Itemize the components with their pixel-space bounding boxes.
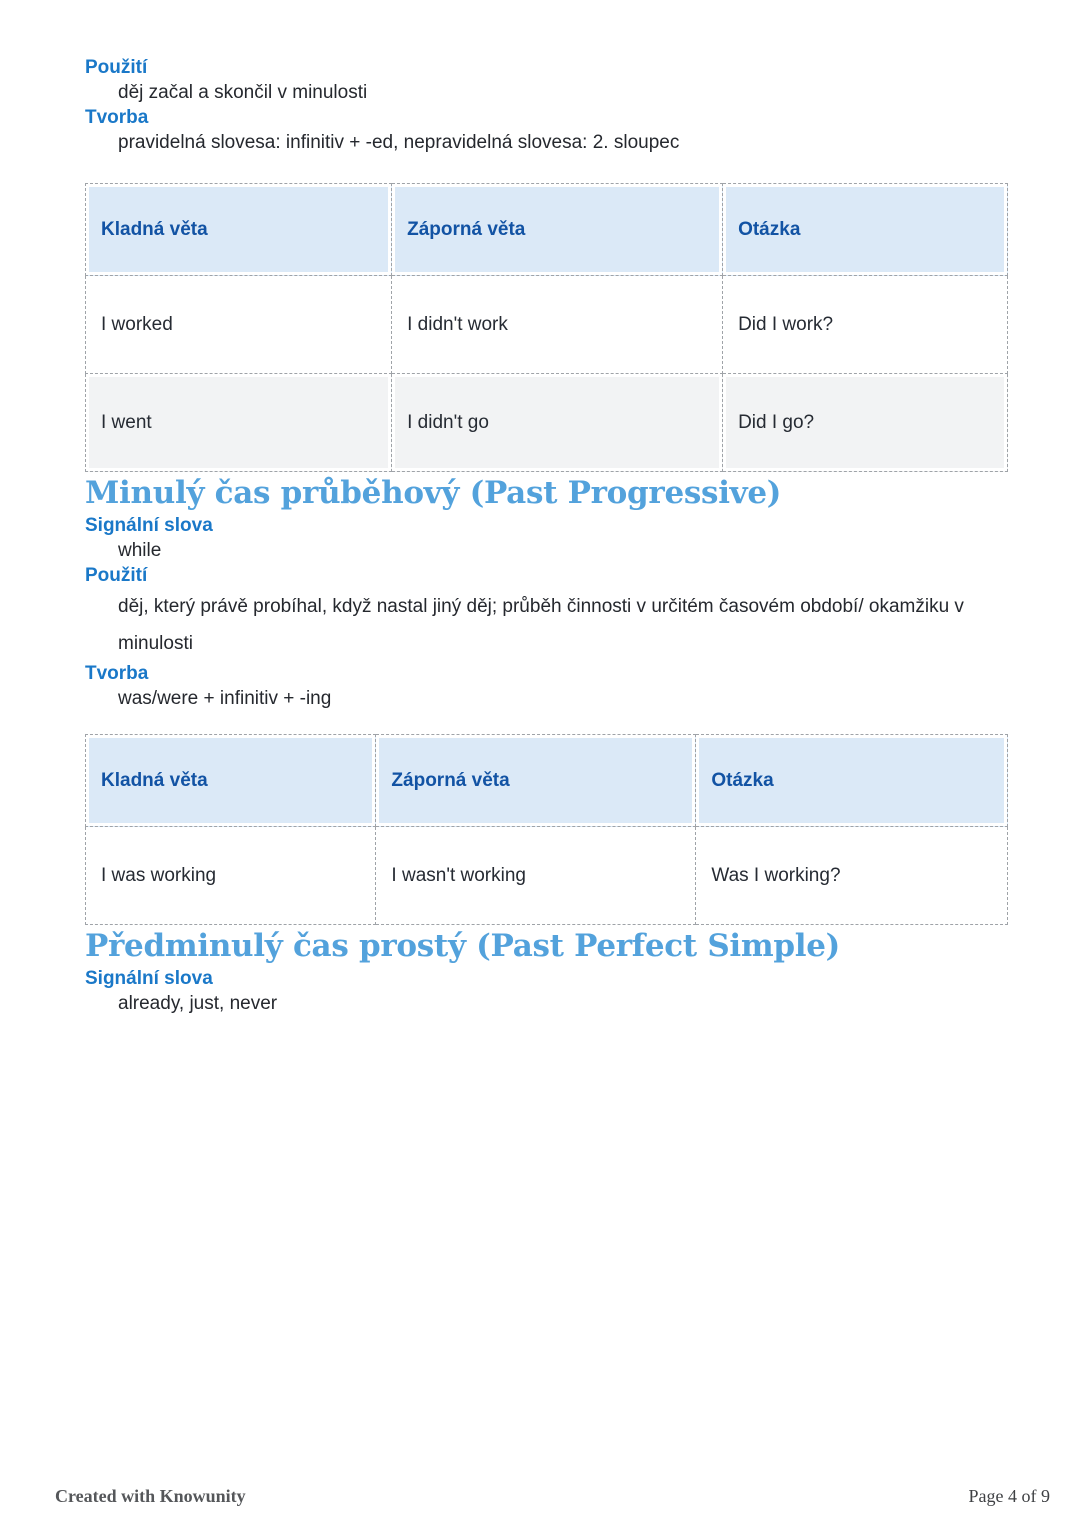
table-cell: I was working <box>86 827 376 925</box>
signal-words-text: already, just, never <box>118 993 278 1014</box>
past-simple-table <box>85 183 1008 472</box>
header-kladna-veta: Kladná věta <box>86 184 392 276</box>
section-title-past-perfect: Předminulý čas prostý (Past Perfect Simple) <box>85 928 841 964</box>
usage-text: děj začal a skončil v minulosti <box>118 82 368 103</box>
table-cell: I didn't work <box>392 276 723 374</box>
header-otazka: Otázka <box>723 184 1008 276</box>
page-footer <box>55 1486 1050 1507</box>
table-row <box>86 827 1008 925</box>
header-zaporna-veta: Záporná věta <box>392 184 723 276</box>
section-title-past-progressive: Minulý čas průběhový (Past Progressive) <box>85 475 782 511</box>
signal-words-heading: Signální slova <box>85 968 213 989</box>
usage-heading: Použití <box>85 57 148 78</box>
table-cell: I didn't go <box>392 374 723 472</box>
created-with-label: Created with Knowunity <box>55 1486 246 1506</box>
form-text: was/were + infinitiv + -ing <box>118 688 332 709</box>
header-zaporna-veta: Záporná věta <box>376 735 696 827</box>
header-otazka: Otázka <box>696 735 1008 827</box>
header-kladna-veta: Kladná věta <box>86 735 376 827</box>
table-header-row <box>86 735 1008 827</box>
form-heading: Tvorba <box>85 107 149 128</box>
past-progressive-table <box>85 734 1008 925</box>
table-cell: I worked <box>86 276 392 374</box>
usage-text: děj, který právě probíhal, když nastal jiný děj; průběh činnosti v určitém časovém období/ okamžiku v minulosti <box>118 596 964 654</box>
form-text: pravidelná slovesa: infinitiv + -ed, nepravidelná slovesa: 2. sloupec <box>118 132 680 153</box>
table-cell: Did I go? <box>723 374 1008 472</box>
page-number: Page 4 of 9 <box>968 1486 1050 1506</box>
table-row <box>86 276 1008 374</box>
form-heading: Tvorba <box>85 663 149 684</box>
table-row <box>86 374 1008 472</box>
table-header-row <box>86 184 1008 276</box>
signal-words-text: while <box>118 540 162 561</box>
table-cell: I wasn't working <box>376 827 696 925</box>
table-cell: Did I work? <box>723 276 1008 374</box>
usage-heading: Použití <box>85 565 148 586</box>
table-cell: I went <box>86 374 392 472</box>
signal-words-heading: Signální slova <box>85 515 213 536</box>
table-cell: Was I working? <box>696 827 1008 925</box>
